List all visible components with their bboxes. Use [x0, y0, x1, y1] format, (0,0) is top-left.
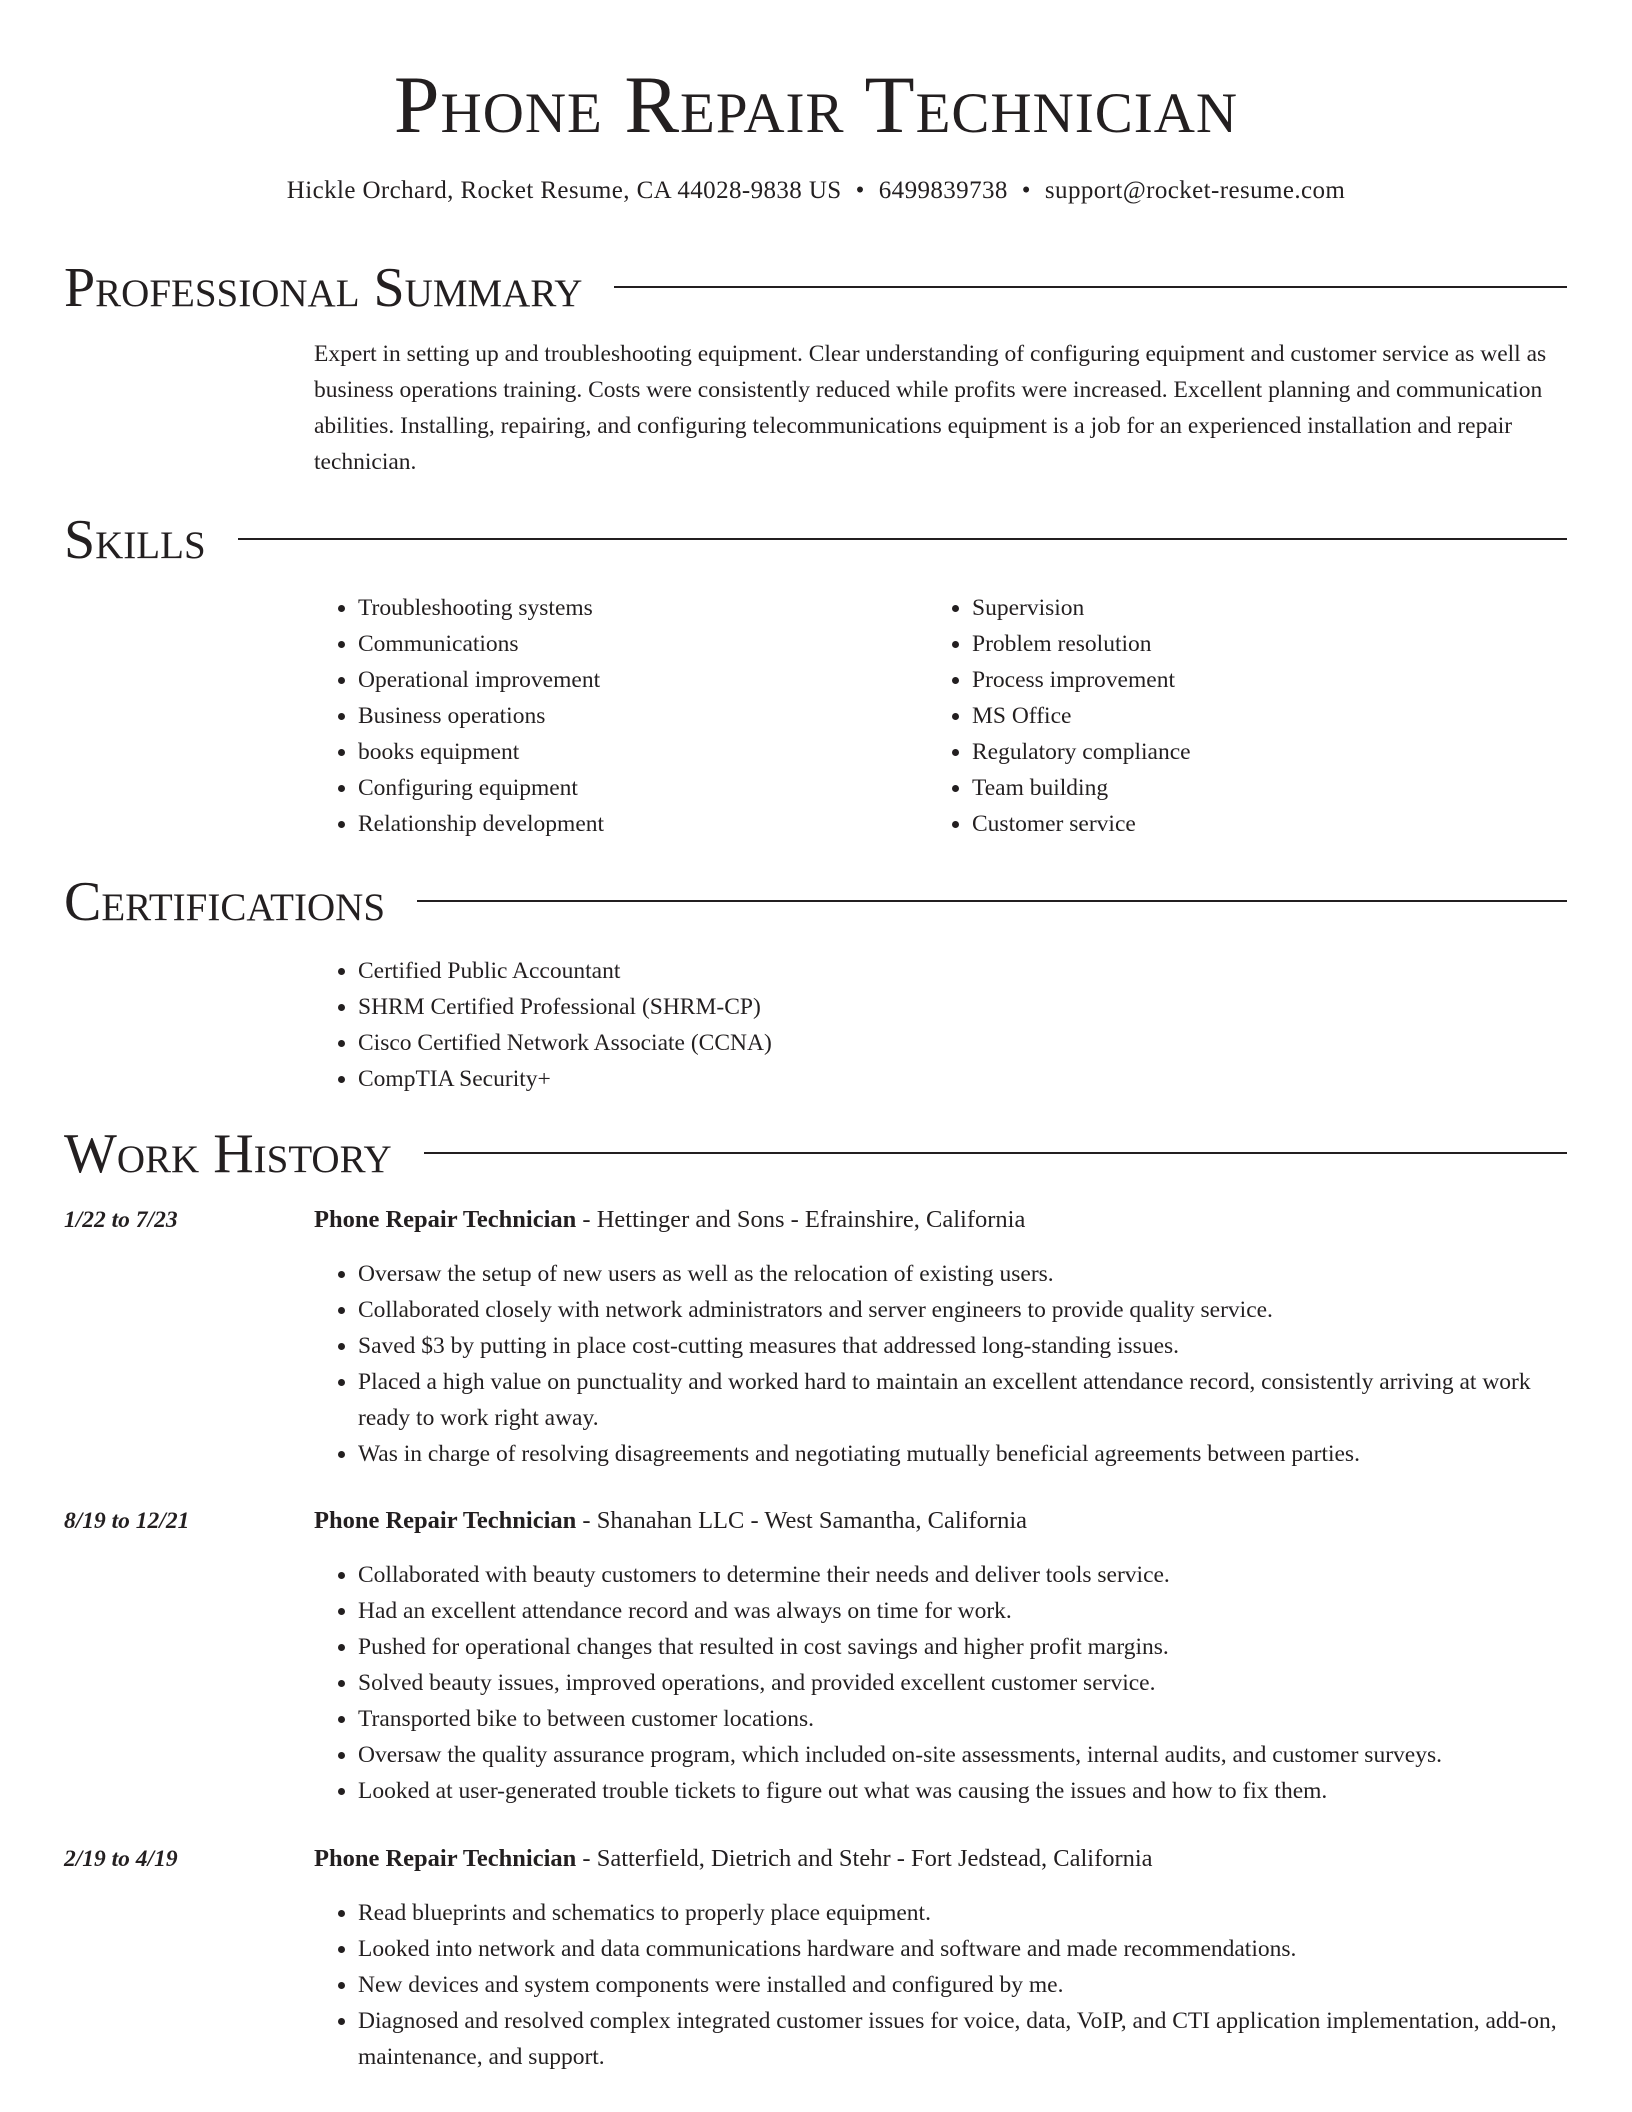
job-title-line — [314, 1841, 1153, 1877]
job-bullet: • Placed a high value on punctuality and worked hard to maintain an excellent attendance record, consistently arriving at work ready to work right away. — [358, 1364, 1570, 1436]
job-bullet: • Solved beauty issues, improved operations, and provided excellent customer service. — [358, 1665, 1570, 1701]
contact-line — [0, 174, 1632, 208]
skill-item: • Customer service — [972, 806, 1191, 842]
skill-item: • Operational improvement — [358, 662, 604, 698]
skill-item: • Regulatory compliance — [972, 734, 1191, 770]
job-bullet: • Was in charge of resolving disagreements and negotiating mutually beneficial agreements between parties. — [358, 1436, 1570, 1472]
job-employer-location: - Shanahan LLC - West Samantha, California — [576, 1507, 1028, 1534]
candidate-name: Phone Repair Technician — [393, 59, 1239, 150]
job-bullet: • Had an excellent attendance record and was always on time for work. — [358, 1593, 1570, 1629]
skills-section-title: Skills — [64, 509, 206, 571]
job-role: Phone Repair Technician — [314, 1206, 577, 1233]
job-employer-location: - Hettinger and Sons - Efrainshire, California — [576, 1206, 1026, 1233]
job-bullet: • Looked at user-generated trouble tickets to figure out what was causing the issues and how to fix them. — [358, 1773, 1570, 1809]
job-bullet: • Looked into network and data communications hardware and software and made recommendations. — [358, 1931, 1570, 1967]
certification-item: • Certified Public Accountant — [358, 953, 772, 989]
certification-item: • Cisco Certified Network Associate (CCNA) — [358, 1025, 772, 1061]
section-divider — [424, 1152, 1567, 1154]
summary-text: Expert in setting up and troubleshooting equipment. Clear understanding of configuring equipment and customer service as well as business operations training. Costs were consistently reduced while profits were increased. Excellent planning and communication abilities. Installing, repairing, and configuring telecommunications equipment is a job for an experienced installation and repair technician. — [314, 341, 1547, 475]
work-history-section-header — [64, 1122, 1567, 1186]
job-bullets — [314, 1557, 1570, 1809]
skills-column-left — [314, 590, 604, 842]
skill-item: • Relationship development — [358, 806, 604, 842]
section-divider — [614, 286, 1567, 288]
summary-section-title: Professional Summary — [64, 257, 583, 319]
skill-item: • Troubleshooting systems — [358, 590, 604, 626]
certifications-section-title: Certifications — [64, 871, 386, 933]
job-bullet: • Collaborated with beauty customers to determine their needs and deliver tools service. — [358, 1557, 1570, 1593]
job-bullet-list — [314, 1557, 1570, 1809]
job-title-line — [314, 1503, 1027, 1539]
certifications-list — [314, 953, 772, 1097]
job-bullet: • Pushed for operational changes that resulted in cost savings and higher profit margins. — [358, 1629, 1570, 1665]
contact-address: Hickle Orchard, Rocket Resume, CA 44028-9838 US — [286, 177, 842, 204]
certifications-block — [314, 953, 772, 1097]
certification-item: • CompTIA Security+ — [358, 1061, 772, 1097]
job-employer-location: - Satterfield, Dietrich and Stehr - Fort Jedstead, California — [576, 1845, 1153, 1872]
skills-list-left — [314, 590, 604, 842]
summary-section-header — [64, 256, 1567, 320]
contact-email: support@rocket-resume.com — [1044, 177, 1346, 204]
job-bullet: • Oversaw the quality assurance program, which included on-site assessments, internal audits, and customer surveys. — [358, 1737, 1570, 1773]
job-bullet: • New devices and system components were installed and configured by me. — [358, 1967, 1570, 2003]
section-divider — [238, 538, 1567, 540]
skill-item: • Communications — [358, 626, 604, 662]
job-bullet: • Oversaw the setup of new users as well as the relocation of existing users. — [358, 1256, 1570, 1292]
contact-separator: • — [855, 177, 865, 204]
job-bullet-list — [314, 1256, 1570, 1472]
job-bullets — [314, 1256, 1570, 1472]
skills-section-header — [64, 508, 1567, 572]
skill-item: • Process improvement — [972, 662, 1191, 698]
work-history-section-title: Work History — [64, 1123, 392, 1185]
job-bullets — [314, 1895, 1570, 2075]
skill-item: • Supervision — [972, 590, 1191, 626]
certifications-section-header — [64, 870, 1567, 934]
skill-item: • books equipment — [358, 734, 604, 770]
skill-item: • Business operations — [358, 698, 604, 734]
job-role: Phone Repair Technician — [314, 1507, 577, 1534]
section-divider — [417, 900, 1567, 902]
skills-list-right — [928, 590, 1191, 842]
skills-column-right — [928, 590, 1191, 842]
job-title-line — [314, 1202, 1025, 1238]
job-bullet: • Collaborated closely with network administrators and server engineers to provide quality service. — [358, 1292, 1570, 1328]
job-bullet: • Diagnosed and resolved complex integrated customer issues for voice, data, VoIP, and CTI application implementation, add-on, maintenance, and support. — [358, 2003, 1570, 2075]
skill-item: • Problem resolution — [972, 626, 1191, 662]
job-role: Phone Repair Technician — [314, 1845, 577, 1872]
job-bullet: • Read blueprints and schematics to properly place equipment. — [358, 1895, 1570, 1931]
contact-phone: 6499839738 — [878, 177, 1008, 204]
job-bullet: • Saved $3 by putting in place cost-cutting measures that addressed long-standing issues. — [358, 1328, 1570, 1364]
job-dates: 8/19 to 12/21 — [64, 1508, 190, 1534]
contact-separator: • — [1021, 177, 1031, 204]
job-bullet-list — [314, 1895, 1570, 2075]
job-dates: 2/19 to 4/19 — [64, 1846, 178, 1872]
skill-item: • Team building — [972, 770, 1191, 806]
job-dates: 1/22 to 7/23 — [64, 1207, 178, 1233]
skill-item: • Configuring equipment — [358, 770, 604, 806]
certification-item: • SHRM Certified Professional (SHRM-CP) — [358, 989, 772, 1025]
job-bullet: • Transported bike to between customer locations. — [358, 1701, 1570, 1737]
skill-item: • MS Office — [972, 698, 1191, 734]
